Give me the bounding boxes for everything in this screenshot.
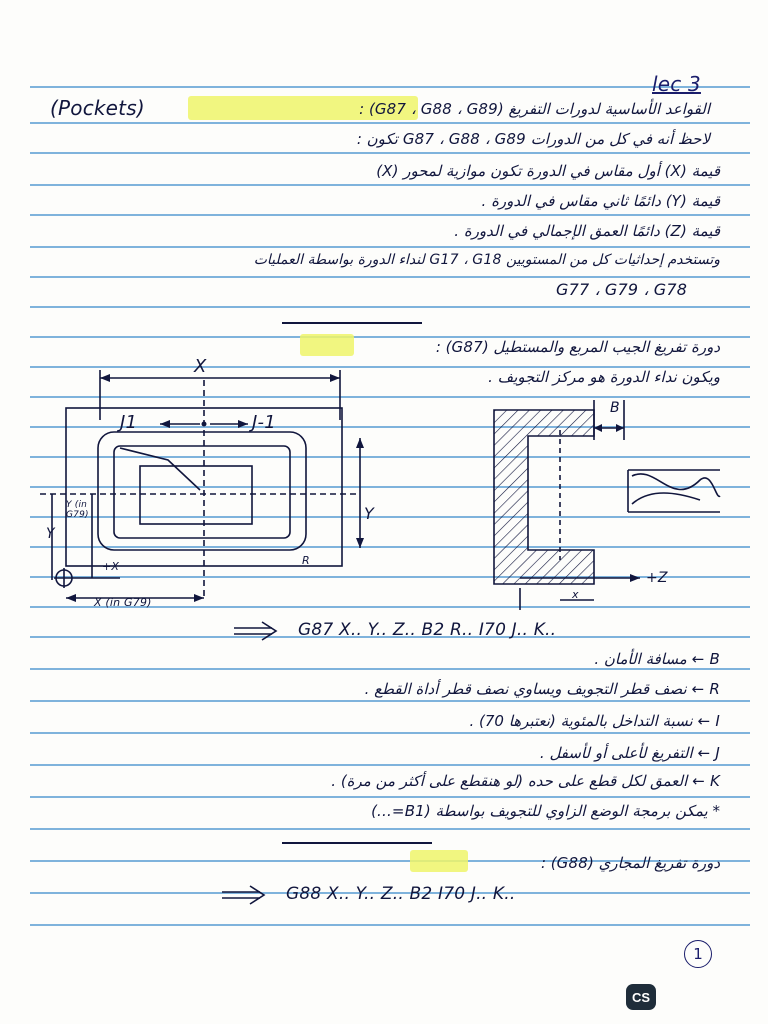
- section3-title: دورة تفريغ المجاري (G88) :: [540, 854, 720, 872]
- section2-subtitle: ويكون نداء الدورة هو مركز التجويف .: [488, 368, 720, 386]
- pockets-title: (Pockets): [50, 96, 145, 120]
- bullet-y: قيمة (Y) دائمًا ثاني مقاس في الدورة .: [481, 192, 720, 210]
- dim-y-right: Y: [364, 504, 374, 523]
- param-j: J ← التفريغ لأعلى أو لأسفل .: [539, 744, 720, 762]
- g88-command: G88 X.. Y.. Z.. B2 I70 J.. K..: [286, 884, 516, 904]
- section1-title: القواعد الأساسية لدورات التفريغ (G87 ، G88 ، G89) :: [359, 100, 710, 118]
- dim-y-left: Y: [46, 526, 55, 542]
- param-k: K ← العمق لكل قطع على حده (لو هنقطع على أكثر من مرة) .: [331, 772, 720, 790]
- label-plus-x: +X: [102, 560, 120, 573]
- param-i: I ← نسبة التداخل بالمئوية (نعتبرها 70) .: [469, 712, 720, 730]
- label-x-small: x: [572, 588, 579, 601]
- dim-x-in-g79: X (in G79): [94, 596, 152, 609]
- dim-x-top: X: [194, 356, 207, 377]
- label-plus-z: +Z: [646, 570, 668, 586]
- dim-y-in-g79: Y (in G79): [66, 500, 89, 520]
- label-j-minus-1: J-1: [252, 412, 276, 433]
- bullet-z: قيمة (Z) دائمًا العمق الإجمالي في الدورة .: [454, 222, 720, 240]
- camscanner-badge: CS: [626, 984, 656, 1010]
- ops-line: G77 ، G79 ، G78: [556, 280, 688, 299]
- planes-note: وتستخدم إحداثيات كل من المستويين G17 ، G18 لنداء الدورة بواسطة العمليات: [253, 252, 720, 268]
- bullet-x: قيمة (X) أول مقاس في الدورة تكون موازية لمحور (X): [376, 162, 720, 180]
- section2-title: دورة تفريغ الجيب المربع والمستطيل (G87) :: [435, 338, 720, 356]
- section-divider: [282, 842, 432, 844]
- label-j1: J1: [120, 412, 138, 433]
- label-r: R: [302, 554, 310, 567]
- g87-command: G87 X.. Y.. Z.. B2 R.. I70 J.. K..: [298, 620, 557, 640]
- param-b: B ← مسافة الأمان .: [594, 650, 720, 668]
- label-b: B: [610, 400, 620, 416]
- angular-note: * يمكن برمجة الوضع الزاوي للتجويف بواسطة (B1=...): [371, 802, 720, 820]
- param-r: R ← نصف قطر التجويف ويساوي نصف قطر أداة القطع .: [364, 680, 720, 698]
- lecture-label: lec 3: [652, 72, 701, 96]
- section1-intro: لاحظ أنه في كل من الدورات G87 ، G88 ، G89 تكون :: [356, 130, 710, 148]
- page-number: 1: [684, 940, 712, 968]
